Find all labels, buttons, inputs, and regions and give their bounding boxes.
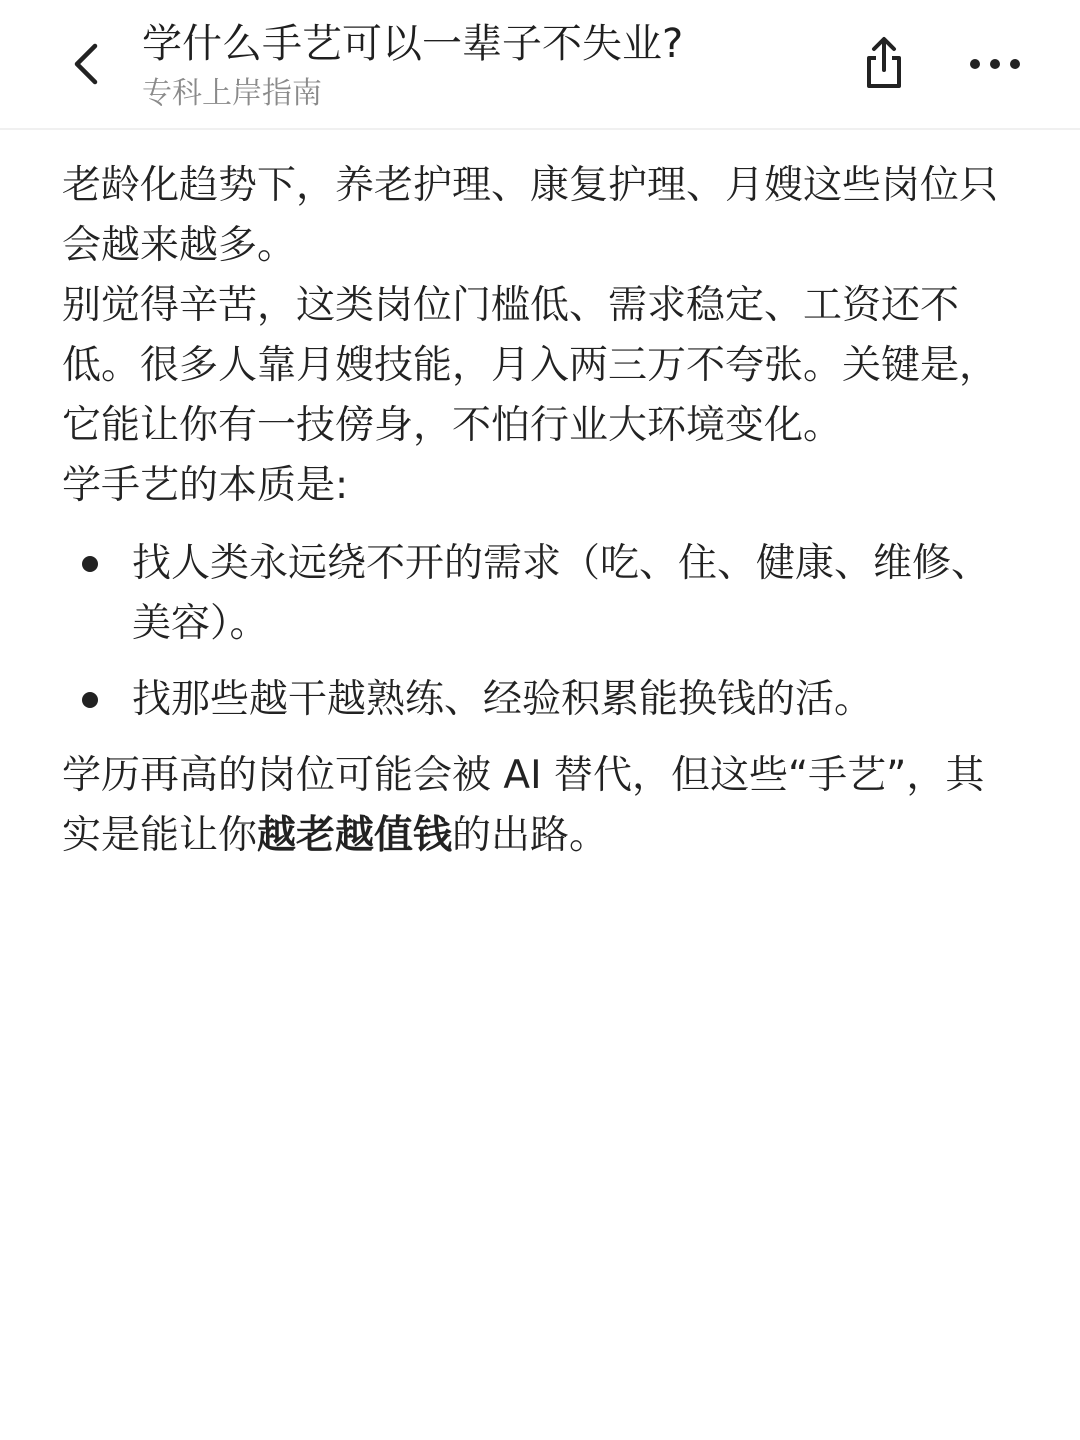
share-button[interactable]: [852, 30, 916, 96]
list-item: [62, 534, 1002, 654]
chevron-left-icon: [69, 42, 103, 86]
page-subtitle: 专科上岸指南: [142, 76, 322, 111]
back-button[interactable]: [56, 32, 116, 96]
article-body: [62, 156, 1002, 866]
list-item-text: 找人类永远绕不开的需求（吃、住、健康、维修、美容）。: [132, 541, 991, 646]
conclusion-highlight: 越老越值钱: [257, 813, 453, 858]
title-block: [142, 18, 683, 114]
bullet-dot: [82, 692, 98, 708]
essence-list: [62, 534, 1002, 730]
paragraph-job-stability: 别觉得辛苦，这类岗位门槛低、需求稳定、工资还不低。很多人靠月嫂技能，月入两三万不夸张。关键是，它能让你有一技傍身，不怕行业大环境变化。: [62, 283, 999, 448]
more-button[interactable]: [960, 40, 1030, 88]
list-item-text: 找那些越干越熟练、经验积累能换钱的活。: [132, 677, 874, 722]
page-title: 学什么手艺可以一辈子不失业?: [142, 21, 684, 67]
paragraph-conclusion: [62, 746, 1002, 866]
paragraph-essence-heading: 学手艺的本质是:: [62, 463, 349, 508]
list-item: [62, 670, 1002, 730]
conclusion-text-after: 的出路。: [452, 813, 609, 858]
share-icon: [861, 36, 907, 90]
bullet-dot: [82, 556, 98, 572]
more-horizontal-icon: [969, 58, 1021, 70]
top-bar: [0, 0, 1080, 130]
conclusion-text-before: 学历再高的岗位可能会被 AI 替代，但这些“手艺”，其实是能让你: [62, 753, 985, 858]
paragraph-aging-trend: 老龄化趋势下，养老护理、康复护理、月嫂这些岗位只会越来越多。: [62, 163, 999, 268]
